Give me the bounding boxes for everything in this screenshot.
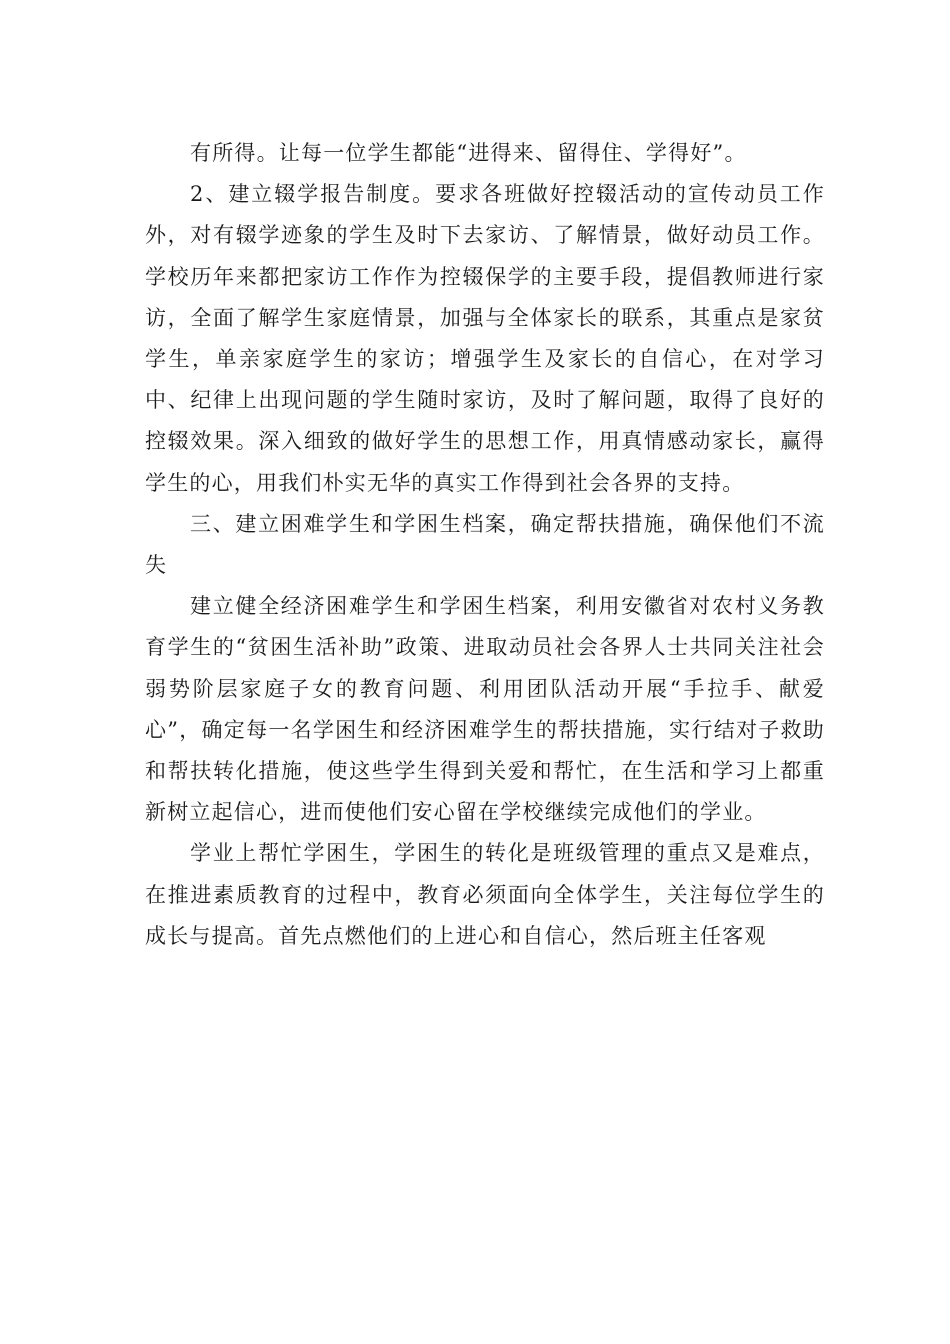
paragraph-1: 有所得。让每一位学生都能“进得来、留得住、学得好”。 bbox=[190, 141, 747, 165]
paragraph-3-heading: 三、建立困难学生和学困生档案，确定帮扶措施，确保他们不流失 bbox=[145, 511, 825, 578]
document-body bbox=[145, 133, 825, 957]
paragraph-4: 建立健全经济困难学生和学困生档案，利用安徽省对农村义务教育学生的“贫困生活补助”政策、进取动员社会各界人士共同关注社会弱势阶层家庭子女的教育问题、利用团队活动开展“手拉手、献爱心”，确定每一名学困生和经济困难学生的帮扶措施，实行结对子救助和帮扶转化措施，使这些学生得到关爱和帮忙，在生活和学习上都重新树立起信心，进而使他们安心留在学校继续完成他们的学业。 bbox=[145, 594, 825, 825]
paragraph-2: 2、建立辍学报告制度。要求各班做好控辍活动的宣传动员工作外，对有辍学迹象的学生及时下去家访、了解情景，做好动员工作。学校历年来都把家访工作作为控辍保学的主要手段，提倡教师进行家访，全面了解学生家庭情景，加强与全体家长的联系，其重点是家贫学生，单亲家庭学生的家访；增强学生及家长的自信心，在对学习中、纪律上出现问题的学生随时家访，及时了解问题，取得了良好的控辍效果。深入细致的做好学生的思想工作，用真情感动家长，赢得学生的心，用我们朴实无华的真实工作得到社会各界的支持。 bbox=[145, 182, 825, 495]
paragraph-5: 学业上帮忙学困生，学困生的转化是班级管理的重点又是难点，在推进素质教育的过程中，教育必须面向全体学生，关注每位学生的成长与提高。首先点燃他们的上进心和自信心，然后班主任客观 bbox=[145, 841, 825, 948]
